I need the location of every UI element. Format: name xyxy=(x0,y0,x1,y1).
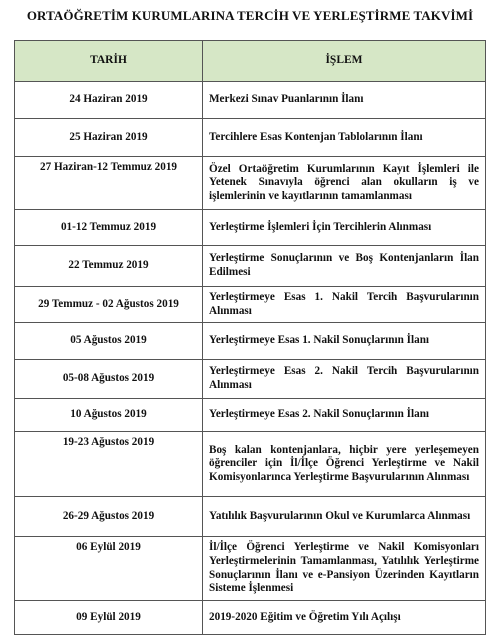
row-date: 29 Temmuz - 02 Ağustos 2019 xyxy=(15,287,203,323)
row-action: Yatılılık Başvurularının Okul ve Kurumlarca Alınması xyxy=(203,497,486,537)
row-action: Yerleştirme İşlemleri İçin Tercihlerin Alınması xyxy=(203,210,486,246)
row-date: 01-12 Temmuz 2019 xyxy=(15,210,203,246)
row-action: Tercihlere Esas Kontenjan Tablolarının İlanı xyxy=(203,119,486,157)
row-action: Yerleştirmeye Esas 2. Nakil Sonuçlarının İlanı xyxy=(203,399,486,432)
row-date: 27 Haziran-12 Temmuz 2019 xyxy=(15,157,203,210)
row-action: Yerleştirmeye Esas 1. Nakil Sonuçlarının İlanı xyxy=(203,323,486,360)
row-action: Yerleştirmeye Esas 1. Nakil Tercih Başvurularının Alınması xyxy=(203,287,486,323)
row-date: 19-23 Ağustos 2019 xyxy=(15,432,203,497)
row-action: İl/İlçe Öğrenci Yerleştirme ve Nakil Komisyonları Yerleştirmelerinin Tamamlanması, Yatılılık Yerleştirme Sonuçlarının İlanı ve e-Pansiyon Üzerinden Kayıtların Sisteme İşlenmesi xyxy=(203,537,486,601)
table-row xyxy=(15,360,486,399)
table-row xyxy=(15,432,486,497)
schedule-table xyxy=(14,40,486,635)
row-action: Merkezi Sınav Puanlarının İlanı xyxy=(203,82,486,119)
row-action: Boş kalan kontenjanlara, hiçbir yere yerleşemeyen öğrenciler için İl/İlçe Öğrenci Yerleştirme ve Nakil Komisyonlarınca Yerleştirme Başvurularının Alınması xyxy=(203,432,486,497)
row-date: 24 Haziran 2019 xyxy=(15,82,203,119)
header-action: İŞLEM xyxy=(203,41,486,82)
row-date: 09 Eylül 2019 xyxy=(15,601,203,635)
table-row xyxy=(15,157,486,210)
table-row xyxy=(15,119,486,157)
table-row xyxy=(15,399,486,432)
row-date: 26-29 Ağustos 2019 xyxy=(15,497,203,537)
table-row xyxy=(15,246,486,287)
table-header-row xyxy=(15,41,486,82)
table-row xyxy=(15,537,486,601)
row-action: Özel Ortaöğretim Kurumlarının Kayıt İşlemleri ile Yetenek Sınavıyla öğrenci alan okulların iş ve işlemlerinin ve kayıtlarının tamamlanması xyxy=(203,157,486,210)
row-action: Yerleştirmeye Esas 2. Nakil Tercih Başvurularının Alınması xyxy=(203,360,486,399)
row-date: 10 Ağustos 2019 xyxy=(15,399,203,432)
table-row xyxy=(15,82,486,119)
row-action: Yerleştirme Sonuçlarının ve Boş Kontenjanların İlan Edilmesi xyxy=(203,246,486,287)
table-row xyxy=(15,287,486,323)
table-row xyxy=(15,210,486,246)
row-date: 22 Temmuz 2019 xyxy=(15,246,203,287)
document-title: ORTAÖĞRETİM KURUMLARINA TERCİH VE YERLEŞTİRME TAKVİMİ xyxy=(26,8,474,23)
row-date: 05-08 Ağustos 2019 xyxy=(15,360,203,399)
row-date: 25 Haziran 2019 xyxy=(15,119,203,157)
row-date: 05 Ağustos 2019 xyxy=(15,323,203,360)
row-action: 2019-2020 Eğitim ve Öğretim Yılı Açılışı xyxy=(203,601,486,635)
table-row xyxy=(15,497,486,537)
table-row xyxy=(15,601,486,635)
header-date: TARİH xyxy=(15,41,203,82)
row-date: 06 Eylül 2019 xyxy=(15,537,203,601)
table-row xyxy=(15,323,486,360)
